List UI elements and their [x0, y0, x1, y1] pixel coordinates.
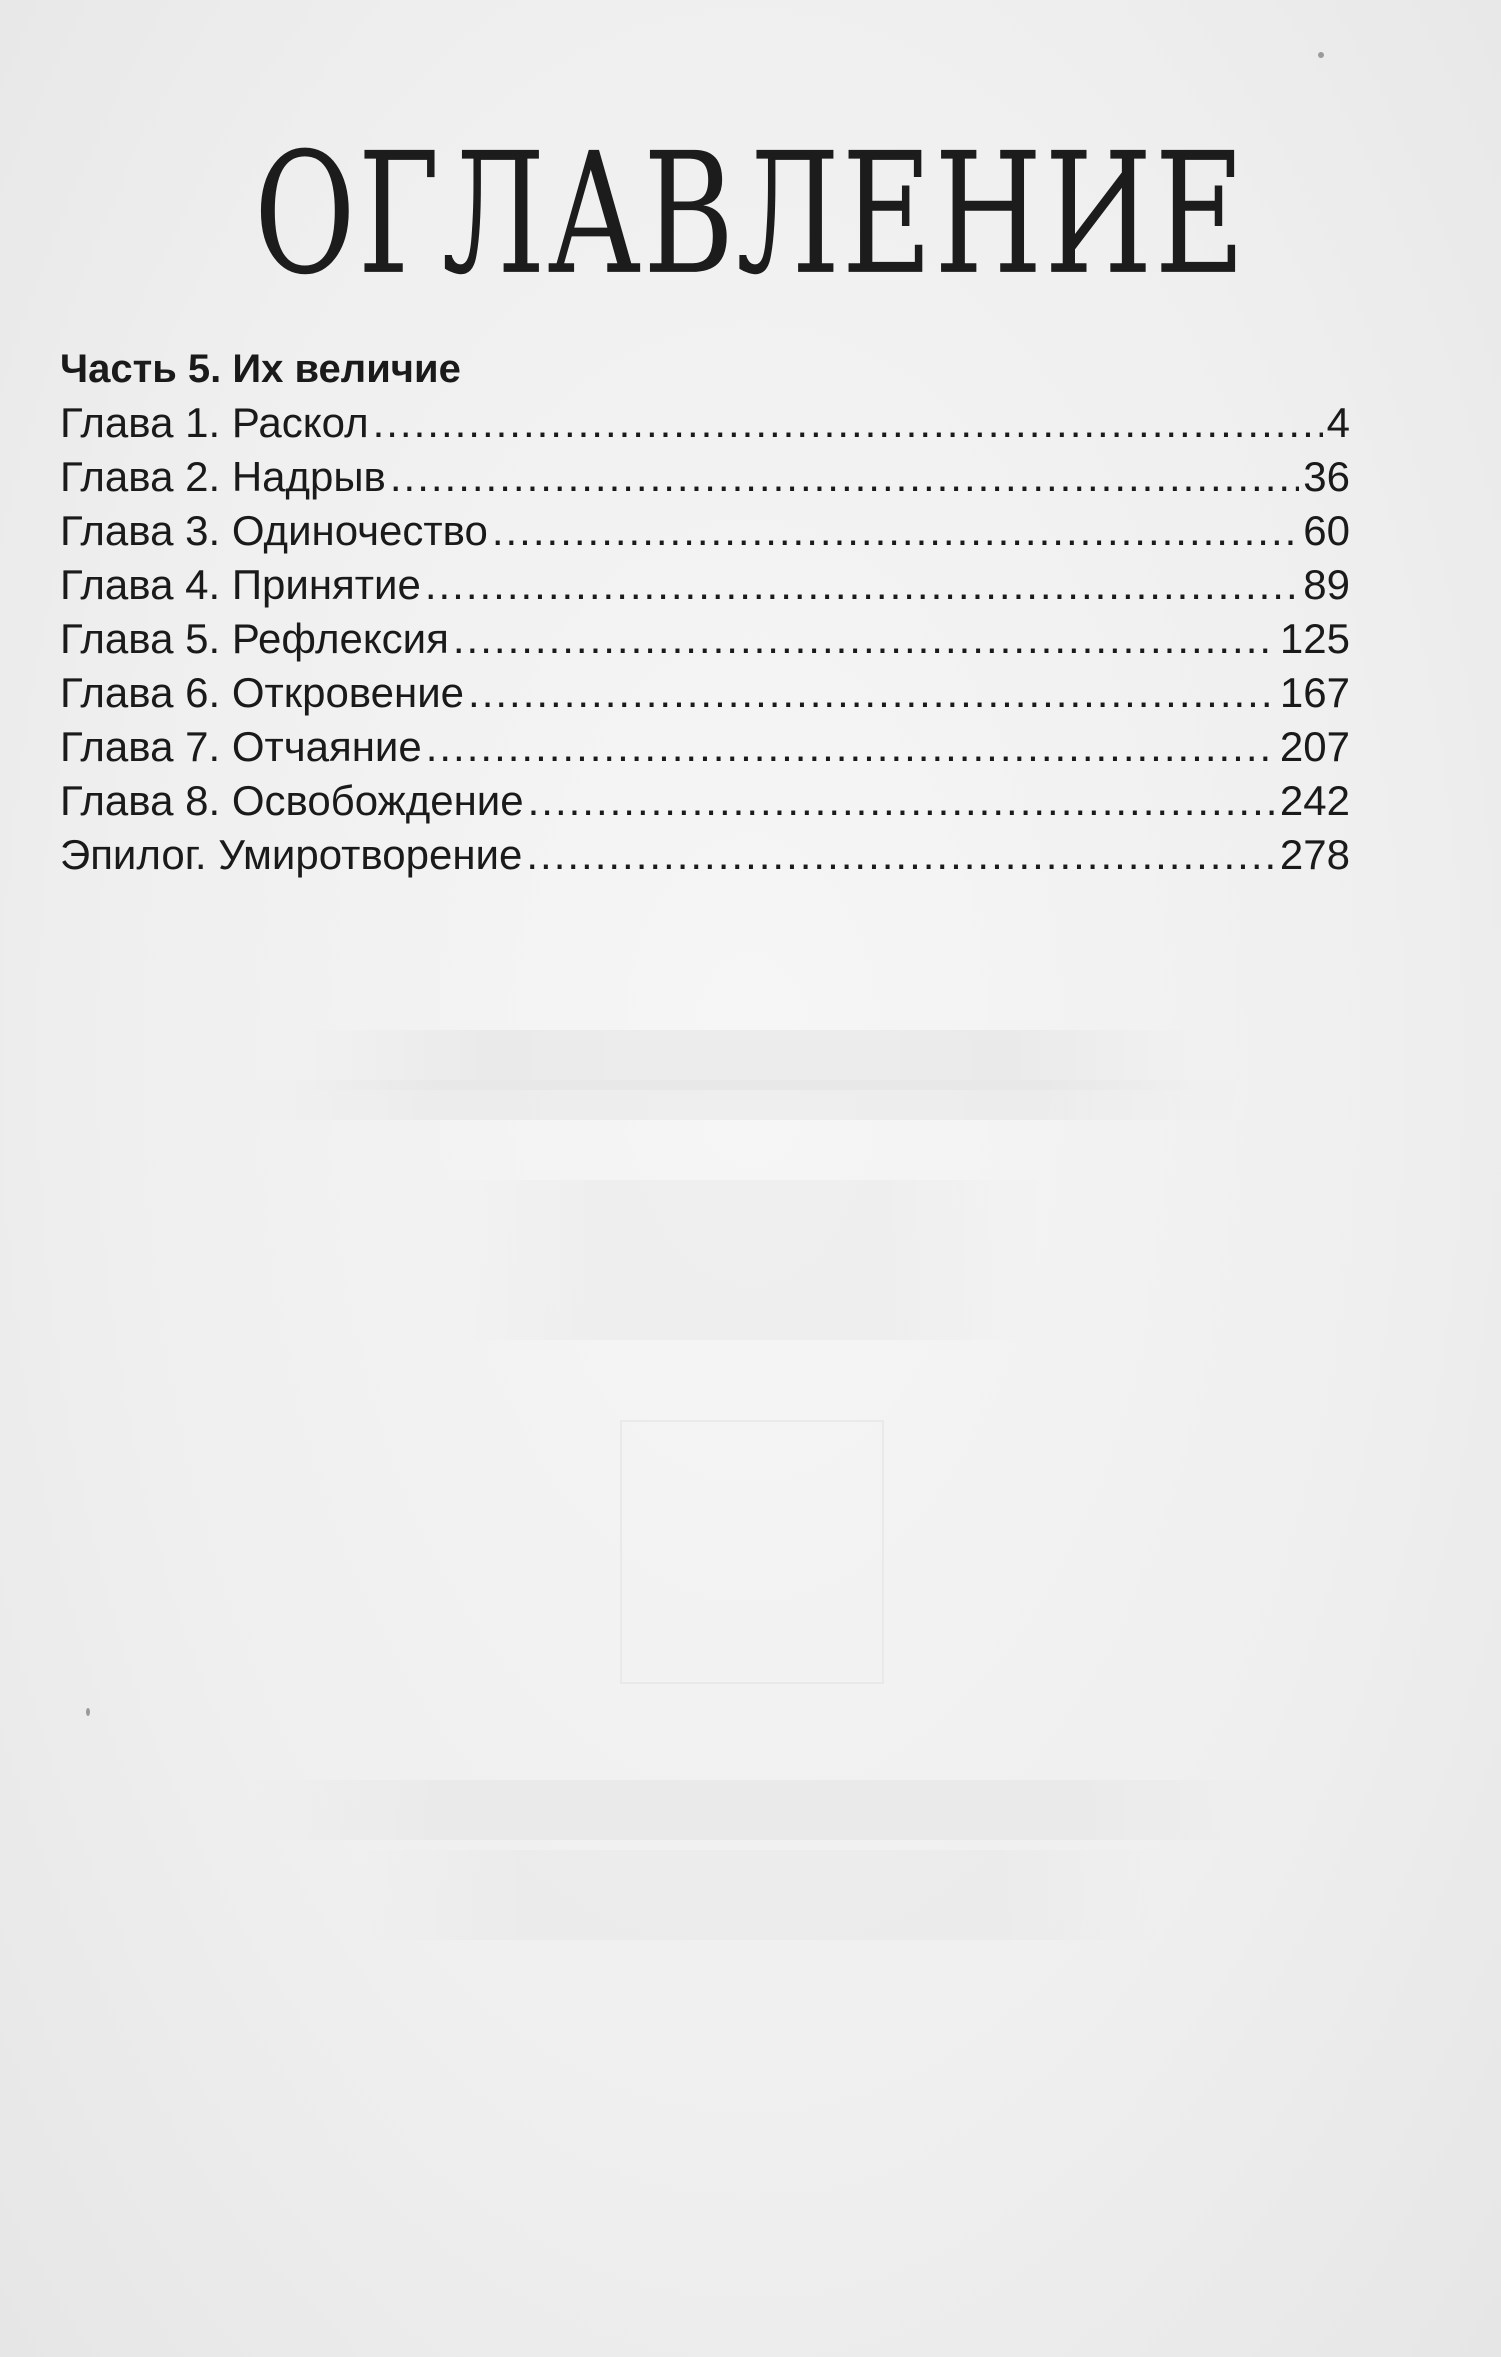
bleed-through-block: [250, 1780, 1270, 1840]
paper-speck: [1318, 52, 1324, 58]
toc-entry-label: Глава 4. Принятие: [60, 561, 421, 608]
toc-entry-label: Глава 7. Отчаяние: [60, 723, 422, 770]
toc-entry-page: 89: [1303, 561, 1350, 608]
toc-entry-page: 60: [1303, 507, 1350, 554]
page-title: ОГЛАВЛЕНИЕ: [253, 118, 1248, 313]
toc-entry-page: 207: [1279, 723, 1350, 770]
dot-leader: [390, 450, 1299, 504]
toc-entry-label: Глава 2. Надрыв: [60, 453, 386, 500]
toc-entry: [60, 558, 1350, 612]
dot-leader: [426, 720, 1276, 774]
bleed-through-block: [440, 1180, 1040, 1340]
toc-entry: [60, 828, 1350, 882]
part-heading: Часть 5. Их величие: [60, 347, 461, 391]
toc-entry: [60, 774, 1350, 828]
toc-entry-label: Глава 3. Одиночество: [60, 507, 488, 554]
table-of-contents: [60, 342, 1350, 882]
toc-entry: [60, 720, 1350, 774]
toc-entry-page: 278: [1279, 831, 1350, 878]
dot-leader: [526, 828, 1276, 882]
bleed-through-block: [620, 1420, 884, 1684]
toc-entry: [60, 450, 1350, 504]
toc-entry: [60, 504, 1350, 558]
bleed-through-block: [300, 1030, 1200, 1090]
paper-speck: [86, 1708, 90, 1716]
toc-entry-page: 36: [1303, 453, 1350, 500]
toc-entry-label: Глава 6. Откровение: [60, 669, 465, 716]
toc-entry-page: 125: [1279, 615, 1350, 662]
dot-leader: [468, 666, 1276, 720]
dot-leader: [425, 558, 1299, 612]
toc-entry-label: Глава 5. Рефлексия: [60, 615, 449, 662]
toc-entry: [60, 612, 1350, 666]
toc-entry: [60, 666, 1350, 720]
toc-entry-label: Глава 1. Раскол: [60, 399, 369, 446]
toc-entry-page: 242: [1279, 777, 1350, 824]
dot-leader: [453, 612, 1276, 666]
toc-entry-page: 167: [1279, 669, 1350, 716]
dot-leader: [492, 504, 1299, 558]
bleed-through-block: [240, 1080, 1240, 1120]
dot-leader: [528, 774, 1276, 828]
toc-entry-label: Глава 8. Освобождение: [60, 777, 524, 824]
dot-leader: [373, 396, 1323, 450]
toc-entry: [60, 396, 1350, 450]
toc-entry-label: Эпилог. Умиротворение: [60, 831, 523, 878]
toc-entry-page: 4: [1326, 399, 1350, 446]
bleed-through-block: [360, 1850, 1160, 1940]
